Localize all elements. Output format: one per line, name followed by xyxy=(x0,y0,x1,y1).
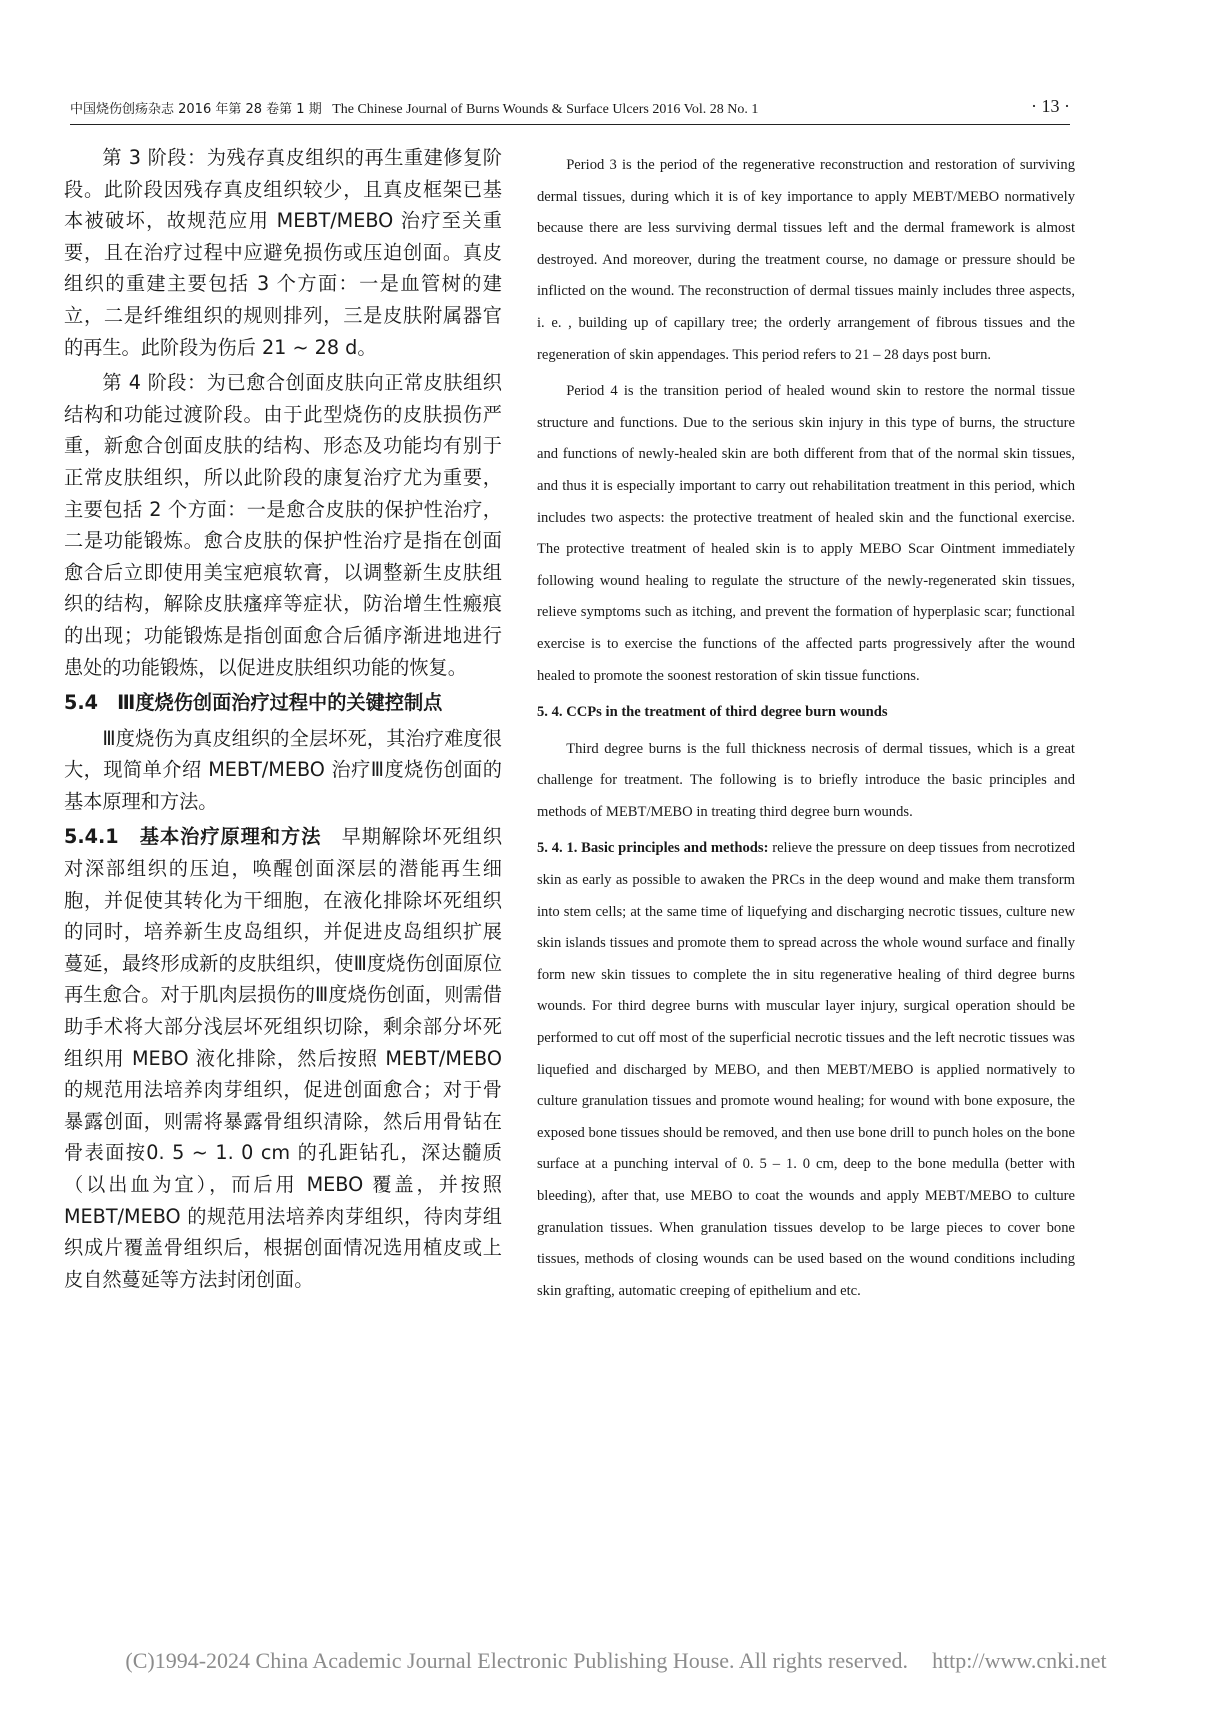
en-paragraph-period4: Period 4 is the transition period of healed wound skin to restore the normal tissue structure and functions. Due to the serious skin injury in this type of burns, the structure and functions of newly-healed skin are both different from that of the normal skin tissues, and thus it is especially important to carry out rehabilitation treatment in this period, which includes two aspects: the protective treatment of healed skin and the functional exercise. The protective treatment of healed skin is to apply MEBO Scar Ointment immediately following wound healing to regulate the structure of the newly-regenerated skin tissues, relieve symptoms such as itching, and prevent the formation of hyperplasic scar; functional exercise is to exercise the functions of the affected parts progressively after the wound healed to promote the soonest restoration of skin tissue functions. xyxy=(537,383,1075,684)
page-number: · 13 · xyxy=(1031,96,1070,116)
en-paragraph-period3: Period 3 is the period of the regenerative reconstruction and restoration of surviving dermal tissues, during which it is of key importance to apply MEBT/MEBO normatively because there are less surviving dermal tissues left and the dermal framework is almost destroyed. And moreover, during the treatment course, no damage or pressure should be inflicted on the wound. The reconstruction of dermal tissues mainly includes three aspects, i. e. , building up of capillary tree; the orderly arrangement of fibrous tissues and the regeneration of skin appendages. This period refers to 21 – 28 days post burn. xyxy=(537,157,1075,363)
cn-paragraph-5-4-1 xyxy=(64,821,502,1295)
cn-paragraph-period3: 第 3 阶段：为残存真皮组织的再生重建修复阶段。此阶段因残存真皮组织较少，且真皮框架已基本被破坏，故规范应用 MEBT/MEBO 治疗至关重要，且在治疗过程中应避免损伤或压迫创面。真皮组织的重建主要包括 3 个方面：一是血管树的建立，二是纤维组织的规则排列，三是皮肤附属器官的再生。此阶段为伤后 21 ~ 28 d。 xyxy=(64,146,502,359)
chinese-column xyxy=(64,142,502,1299)
en-paragraph-5-4-1-text: relieve the pressure on deep tissues from necrotized skin as early as possible to awaken the PRCs in the deep wound and make them transform into stem cells; at the same time of liquefying and discharging necrotic tissues, culture new skin islands tissues and promote them to spread across the whole wound surface and finally form new skin tissues to complete the in situ regenerative healing of third degree burns wounds. For third degree burns with muscular layer injury, surgical operation should be performed to cut off most of the superficial necrotic tissues and the left necrotic tissues was liquefied and discharged by MEBO, and then MEBT/MEBO is applied normatively to culture granulation tissues and promote wound healing; for wound with bone exposure, the exposed bone tissues should be removed, and then use bone drill to punch holes on the bone surface at a punching interval of 0. 5 – 1. 0 cm, deep to the bone medulla (better with bleeding), after that, use MEBO to coat the wounds and apply MEBT/MEBO to culture granulation tissues. When granulation tissues develop to be large pieces to cover bone tissues, methods of closing wounds can be used based on the wound conditions including skin grafting, automatic creeping of epithelium and etc. xyxy=(537,840,1075,1299)
en-paragraph-third-degree-intro: Third degree burns is the full thickness necrosis of dermal tissues, which is a great challenge for treatment. The following is to briefly introduce the basic principles and methods of MEBT/MEBO in treating third degree burn wounds. xyxy=(537,740,1075,820)
cn-paragraph-third-degree-intro: Ⅲ度烧伤为真皮组织的全层坏死，其治疗难度很大，现简单介绍 MEBT/MEBO 治疗Ⅲ度烧伤创面的基本原理和方法。 xyxy=(64,726,502,813)
cn-paragraph-period4: 第 4 阶段：为已愈合创面皮肤向正常皮肤组织结构和功能过渡阶段。由于此型烧伤的皮肤损伤严重，新愈合创面皮肤的结构、形态及功能均有别于正常皮肤组织，所以此阶段的康复治疗尤为重要，主要包括 2 个方面：一是愈合皮肤的保护性治疗，二是功能锻炼。愈合皮肤的保护性治疗是指在创面愈合后立即使用美宝疤痕软膏，以调整新生皮肤组织的结构，解除皮肤瘙痒等症状，防治增生性瘢痕的出现；功能锻炼是指创面愈合后循序渐进地进行患处的功能锻炼，以促进皮肤组织功能的恢复。 xyxy=(64,371,502,679)
en-section-heading-5-4: 5. 4. CCPs in the treatment of third degree burn wounds xyxy=(537,704,888,721)
cn-section-heading-5-4: 5.4 Ⅲ度烧伤创面治疗过程中的关键控制点 xyxy=(64,691,443,715)
en-paragraph-5-4-1 xyxy=(537,833,1075,1307)
journal-title-cn: 中国烧伤创疡杂志 2016 年第 28 卷第 1 期 xyxy=(70,102,322,117)
journal-title xyxy=(70,98,758,118)
cn-subsection-heading-5-4-1: 5.4.1 基本治疗原理和方法 xyxy=(64,825,322,849)
copyright-footer xyxy=(0,1648,1232,1674)
english-column xyxy=(537,150,1075,1312)
en-subsection-heading-5-4-1: 5. 4. 1. Basic principles and methods: xyxy=(537,840,769,857)
running-header xyxy=(70,96,1070,125)
journal-title-en: The Chinese Journal of Burns Wounds & Surface Ulcers 2016 Vol. 28 No. 1 xyxy=(332,102,759,117)
cn-paragraph-5-4-1-text: 早期解除坏死组织对深部组织的压迫，唤醒创面深层的潜能再生细胞，并促使其转化为干细胞，在液化排除坏死组织的同时，培养新生皮岛组织，并促进皮岛组织扩展蔓延，最终形成新的皮肤组织，使Ⅲ度烧伤创面原位再生愈合。对于肌肉层损伤的Ⅲ度烧伤创面，则需借助手术将大部分浅层坏死组织切除，剩余部分坏死组织用 MEBO 液化排除，然后按照 MEBT/MEBO 的规范用法培养肉芽组织，促进创面愈合；对于骨暴露创面，则需将暴露骨组织清除，然后用骨钻在骨表面按0. 5 ~ 1. 0 cm 的孔距钻孔，深达髓质（以出血为宜），而后用 MEBO 覆盖，并按照 MEBT/MEBO 的规范用法培养肉芽组织，待肉芽组织成片覆盖骨组织后，根据创面情况选用植皮或上皮自然蔓延等方法封闭创面。 xyxy=(64,825,503,1291)
cnki-link[interactable]: http://www.cnki.net xyxy=(932,1648,1107,1673)
copyright-text: (C)1994-2024 China Academic Journal Electronic Publishing House. All rights reserved. xyxy=(125,1648,909,1673)
